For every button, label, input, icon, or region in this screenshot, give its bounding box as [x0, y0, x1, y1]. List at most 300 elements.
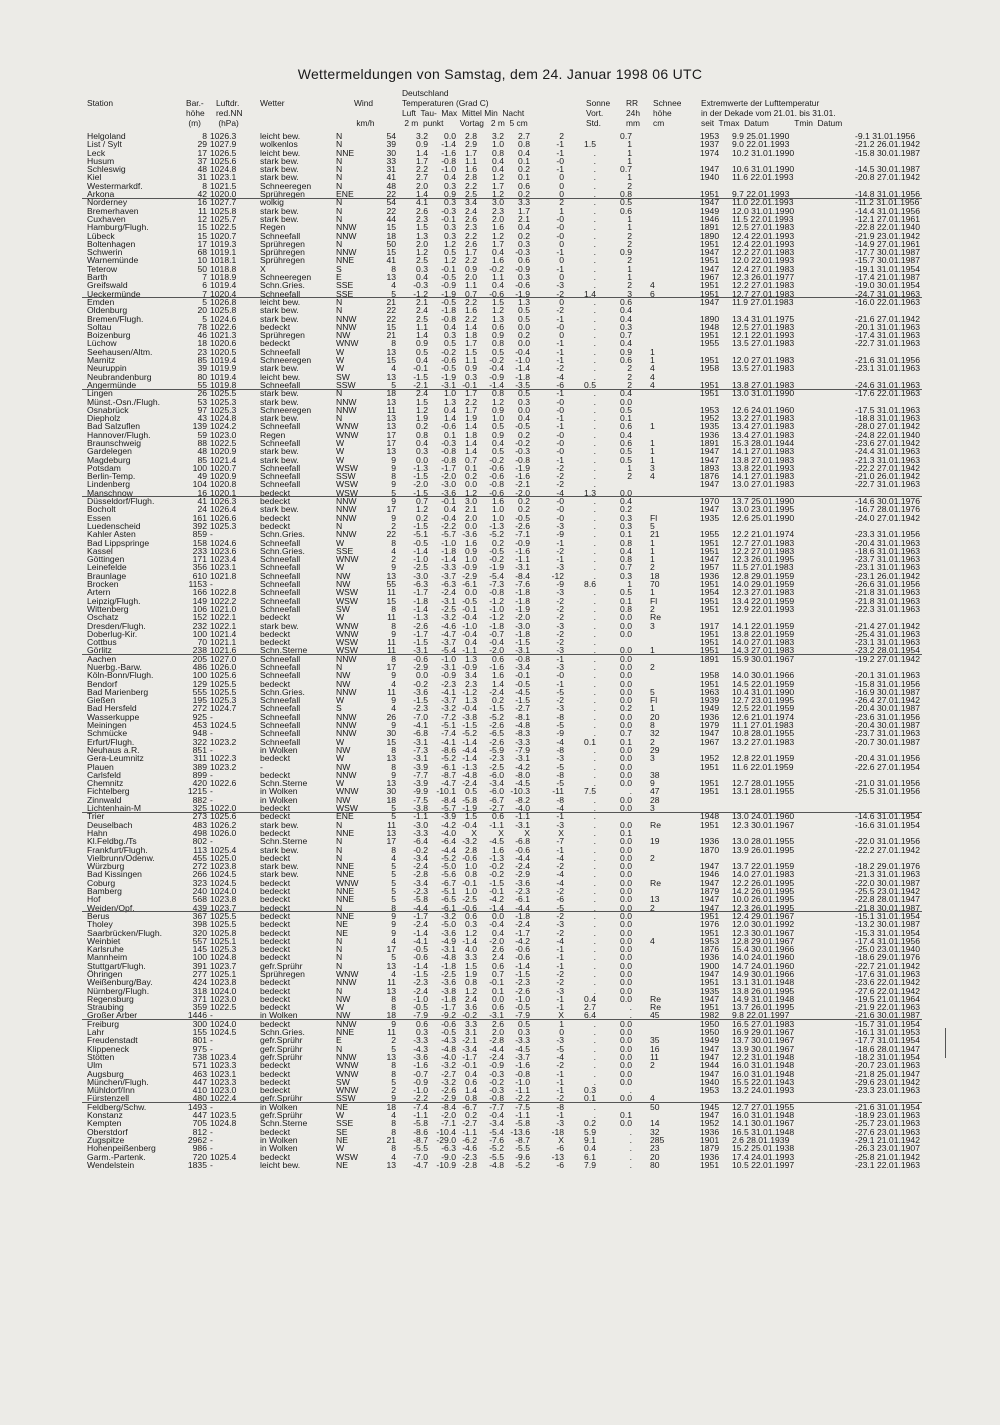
station-name: Mannheim [87, 952, 128, 963]
pressure: 1019.8 [210, 379, 237, 390]
tmax-record: 14.0 27.01.1983 [732, 637, 795, 648]
sunshine-hours: . [593, 396, 596, 407]
wind-direction: WNW [336, 1068, 359, 1079]
air-temp: 1.2 [416, 247, 428, 258]
mean-temp: 0.5 [492, 446, 504, 457]
weather: bedeckt [260, 827, 291, 838]
mean-temp: -2.7 [489, 803, 504, 814]
station-name: Wittenberg [87, 603, 129, 614]
night-min-5cm: -5 [556, 686, 564, 697]
night-min-5cm: -4 [556, 487, 564, 498]
tmin-record: -23.7 31.01.1963 [855, 728, 920, 739]
weather: in Wolken [260, 786, 298, 797]
air-temp: -2.3 [413, 703, 428, 714]
mean-temp: 2.6 [492, 1018, 504, 1029]
station-name: Hannover/Flugh. [87, 429, 151, 440]
air-temp: 1.2 [416, 404, 428, 415]
night-min-5cm: -1 [556, 844, 564, 855]
air-temp: 1.4 [416, 189, 428, 200]
precipitation: 0.0 [620, 612, 632, 623]
station-name: Öhringen [87, 968, 123, 979]
dew-point: -4.8 [441, 952, 456, 963]
tmax-record: 12.3 30.01.1967 [732, 819, 795, 830]
sunshine-hours: . [593, 147, 596, 158]
max-temp: 0.3 [465, 371, 477, 382]
air-temp: -4.1 [413, 935, 428, 946]
min-temp: -2.4 [515, 919, 530, 930]
wind-direction: NNW [336, 728, 357, 739]
group-separator [82, 812, 922, 813]
station-name: Plauen [87, 761, 114, 772]
snow-depth: 5 [650, 520, 655, 531]
air-temp: -1.4 [413, 927, 428, 938]
wind-speed: 18 [386, 1101, 396, 1112]
precipitation: 0.0 [620, 662, 632, 672]
weather: leicht bew. [260, 131, 301, 141]
mean-temp: -0.6 [489, 471, 504, 482]
weather: gefr.Sprühr [260, 1035, 303, 1046]
snow-depth: 32 [650, 1126, 660, 1137]
precipitation: 0.3 [620, 520, 632, 531]
record-since: 1951 [700, 819, 720, 830]
tmax-record: 13.0 27.01.1983 [732, 479, 795, 490]
weather: stark bew. [260, 396, 299, 407]
night-min-5cm: -18 [551, 1126, 564, 1137]
mean-temp: -0.1 [489, 886, 504, 897]
sunshine-hours: . [593, 662, 596, 672]
tmin-record: -26.4 27.01.1942 [855, 695, 920, 706]
tmax-record: 14.7 24.01.1960 [732, 960, 795, 971]
pressure: 1023.4 [210, 554, 237, 565]
min-temp: -3.4 [515, 662, 530, 672]
night-min-5cm: 0 [559, 272, 564, 283]
snow-depth: 2 [650, 736, 655, 747]
night-min-5cm: -4 [556, 736, 564, 747]
sunshine-hours: . [593, 944, 596, 955]
wind-direction: W [336, 454, 345, 465]
wind-direction: SSW [336, 471, 356, 482]
max-temp: 0.7 [465, 288, 477, 299]
pressure: 1021.1 [210, 637, 237, 648]
station-name: Aachen [87, 653, 117, 664]
min-temp: -7.9 [515, 744, 530, 755]
tmax-record: 13.7 25.01.1990 [732, 496, 795, 507]
min-temp: -0.8 [515, 454, 530, 465]
tmax-record: 12.0 31.01.1990 [732, 205, 795, 216]
min-temp: -0.6 [515, 952, 530, 963]
tmin-record: -21.8 31.01.1963 [855, 595, 920, 606]
sunshine-hours: 9.1 [584, 1134, 596, 1145]
precipitation: 0.0 [620, 396, 632, 407]
wind-direction: W [336, 562, 345, 573]
tmax-record: 10.5 22.01.1997 [732, 1159, 795, 1170]
dew-point: -5.4 [441, 645, 456, 656]
barometer-height: 37 [197, 155, 207, 166]
sunshine-hours: . [593, 1027, 596, 1038]
pressure: 1021.3 [210, 330, 237, 341]
mean-temp: -0.4 [489, 919, 504, 930]
max-temp: 2.1 [465, 504, 477, 515]
weather: Schneeregen [260, 404, 312, 415]
station-name: Weinbiet [87, 935, 121, 946]
min-temp: -1.9 [515, 288, 530, 299]
record-since: 1955 [700, 338, 720, 349]
barometer-height: 277 [192, 968, 207, 979]
pressure: 1026.5 [210, 147, 237, 158]
tmin-record: -14.5 30.01.1987 [855, 164, 920, 175]
sunshine-hours: . [593, 230, 596, 241]
record-since: 1952 [700, 753, 720, 764]
tmax-record: 13.9 30.01.1967 [732, 1043, 795, 1054]
wind-direction: W [336, 753, 345, 764]
mean-temp: -5.9 [489, 744, 504, 755]
precipitation: 0.0 [620, 919, 632, 930]
air-temp: 1.3 [416, 230, 428, 241]
barometer-height: 447 [192, 1110, 207, 1121]
pressure: - [210, 744, 213, 755]
dew-point: -1.7 [441, 1002, 456, 1013]
min-temp: 0.3 [518, 272, 530, 283]
tmax-record: 13.9 26.01.1995 [732, 844, 795, 855]
weather: leicht bew. [260, 296, 301, 307]
record-since: 1947 [700, 894, 720, 905]
wind-speed: 8 [391, 1068, 396, 1079]
record-since: 1953 [700, 404, 720, 415]
max-temp: 2.4 [465, 993, 477, 1004]
max-temp: -0.9 [462, 662, 477, 672]
min-temp: 0.2 [518, 496, 530, 507]
station-name: Feldberg/Schw. [87, 1101, 147, 1112]
barometer-height: 149 [192, 595, 207, 606]
sunshine-hours: . [593, 977, 596, 988]
tmax-record: 12.6 25.01.1990 [732, 512, 795, 523]
record-since: 1948 [700, 811, 720, 822]
max-temp: -0.1 [462, 603, 477, 614]
sunshine-hours: . [593, 238, 596, 249]
precipitation: 1 [627, 462, 632, 473]
precipitation: 0.0 [620, 894, 632, 905]
tmin-record: -22.8 28.01.1947 [855, 894, 920, 905]
mean-temp: -6.5 [489, 728, 504, 739]
snow-depth: Re [650, 993, 661, 1004]
sunshine-hours: 0.1 [584, 736, 596, 747]
tmax-record: 13.5 27.01.1983 [732, 338, 795, 349]
night-min-5cm: -3 [556, 919, 564, 930]
record-since: 1935 [700, 985, 720, 996]
weather: bedeckt [260, 803, 291, 814]
wind-direction: WNW [336, 786, 359, 797]
max-temp: 1.4 [465, 437, 477, 448]
mean-temp: -0.4 [489, 363, 504, 374]
dew-point: -4.3 [441, 1035, 456, 1046]
sunshine-hours: . [593, 703, 596, 714]
tmax-record: 12.3 30.01.1967 [732, 927, 795, 938]
tmin-record: -23.1 26.01.1942 [855, 570, 920, 581]
precipitation: 3 [627, 288, 632, 299]
dew-point: -0.6 [441, 421, 456, 432]
precipitation: 0.6 [620, 355, 632, 366]
barometer-height: 16 [197, 197, 207, 208]
pressure: 1027.0 [210, 653, 237, 664]
wind-direction: NW [336, 1010, 351, 1021]
precipitation: 0.0 [620, 886, 632, 897]
mean-temp: -5.4 [489, 570, 504, 581]
barometer-height: 5 [202, 296, 207, 307]
station-name: Barth [87, 272, 108, 283]
precipitation: 0.6 [620, 205, 632, 216]
station-name: Meiningen [87, 720, 127, 731]
max-temp: -1.1 [462, 1126, 477, 1137]
air-temp: 0.2 [416, 512, 428, 523]
tmin-record: -20.7 23.01.1963 [855, 1060, 920, 1071]
pressure: 1022.4 [210, 1093, 237, 1104]
tmin-record: -21.3 31.01.1963 [855, 454, 920, 465]
station-name: Lichtenhain-M [87, 803, 141, 814]
tmin-record: -12.1 27.01.1961 [855, 213, 920, 224]
mean-temp: -0.3 [489, 1068, 504, 1079]
wind-direction: NNW [336, 529, 357, 540]
sunshine-hours: . [593, 960, 596, 971]
record-since: 1890 [700, 230, 720, 241]
weather: stark bew. [260, 172, 299, 183]
min-temp: 0.2 [518, 230, 530, 241]
record-since: 1936 [700, 429, 720, 440]
air-temp: -0.7 [413, 1068, 428, 1079]
wind-direction: ENE [336, 189, 354, 200]
tmax-record: 11.0 22.01.1993 [732, 197, 794, 208]
mean-temp: X [498, 827, 504, 838]
precipitation: 0.0 [620, 628, 632, 639]
sunshine-hours: . [593, 886, 596, 897]
tmin-record: -20.4 30.01.1987 [855, 703, 920, 714]
wind-speed: 22 [386, 205, 396, 216]
station-name: Soltau [87, 321, 112, 332]
record-since: 1951 [700, 1002, 720, 1013]
precipitation: 0.4 [620, 429, 632, 440]
station-name: Berlin-Temp. [87, 471, 136, 482]
mean-temp: 1.0 [492, 139, 504, 150]
station-name: Helgoland [87, 131, 126, 141]
dew-point: 0.5 [444, 247, 456, 258]
night-min-5cm: -1 [556, 139, 564, 150]
pressure: 1025.6 [210, 155, 237, 166]
precipitation: 0.0 [620, 678, 632, 689]
night-min-5cm: -7 [556, 836, 564, 847]
wind-speed: 5 [391, 952, 396, 963]
dew-point: -0.6 [441, 355, 456, 366]
mean-temp: 0.8 [492, 147, 504, 158]
precipitation: . [629, 1126, 632, 1137]
precipitation: 0.0 [620, 1076, 632, 1087]
record-since: 1890 [700, 313, 720, 324]
night-min-5cm: -1 [556, 1068, 564, 1079]
sunshine-hours: . [593, 852, 596, 863]
snow-depth: 1 [650, 454, 655, 465]
precipitation: 0.0 [620, 1068, 632, 1079]
pressure: 1024.2 [210, 421, 237, 432]
weather: Sprühregen [260, 238, 305, 249]
max-temp: 1.2 [465, 487, 477, 498]
tmin-record: -19.1 31.01.1954 [855, 263, 920, 274]
mean-temp: -0.4 [489, 1110, 504, 1121]
tmin-record: -15.3 31.01.1954 [855, 927, 920, 938]
record-since: 1947 [700, 1110, 720, 1121]
pressure: 1020.9 [210, 446, 237, 457]
max-temp: -1.2 [462, 686, 477, 697]
pressure: 1021.6 [210, 645, 237, 656]
min-temp: -4.0 [515, 803, 530, 814]
mean-temp: 1.6 [492, 222, 504, 233]
min-temp: -8.3 [515, 728, 530, 739]
station-name: Tholey [87, 919, 113, 930]
weather: bedeckt [260, 919, 291, 930]
mean-temp: -7.3 [489, 579, 504, 590]
tmin-record: -18.9 23.01.1963 [855, 1110, 920, 1121]
record-since: 1976 [700, 919, 720, 930]
record-since: 1947 [700, 197, 720, 208]
tmin-record: -22.2 27.01.1942 [855, 844, 920, 855]
header-extremwerte: Extremwerte der Lufttemperatur in der Dekade vom 21.01. bis 31.01. seit Tmax Datum Tmin Datum [701, 98, 843, 128]
record-since: 1947 [700, 454, 720, 465]
station-name: Doberlug-Kir. [87, 628, 138, 639]
night-min-5cm: -9 [556, 529, 564, 540]
mean-temp: -0.9 [489, 371, 504, 382]
tmin-record: -14.4 31.01.1956 [855, 205, 920, 216]
tmin-record: -29.1 21.01.1942 [855, 1134, 920, 1145]
min-temp: -1.9 [515, 462, 530, 473]
night-min-5cm: -0 [556, 670, 564, 681]
wind-speed: 5 [391, 379, 396, 390]
wind-speed: 18 [386, 1010, 396, 1021]
max-temp: -1.0 [462, 620, 477, 631]
mean-temp: 0.0 [492, 993, 504, 1004]
pressure: 1024.8 [210, 413, 237, 424]
max-temp: -0.9 [462, 562, 477, 573]
tmax-record: 14.9 30.01.1966 [732, 968, 795, 979]
barometer-height: 801 [192, 1035, 207, 1046]
wind-speed: 13 [386, 570, 396, 581]
wind-direction: W [336, 537, 345, 548]
tmax-record: 13.7 30.01.1967 [732, 1035, 795, 1046]
sunshine-hours: . [593, 587, 596, 598]
weather: gefr.Sprühr [260, 1093, 303, 1104]
wind-speed: 13 [386, 421, 396, 432]
weather: Schneefall [260, 421, 301, 432]
tmax-record: 12.0 30.01.1992 [732, 919, 795, 930]
max-temp: 1.8 [465, 330, 477, 341]
sunshine-hours: . [593, 753, 596, 764]
pressure: 1025.3 [210, 520, 237, 531]
air-temp: -0.6 [413, 952, 428, 963]
wind-direction: W [336, 363, 345, 374]
night-min-5cm: -1 [556, 1085, 564, 1096]
max-temp: 2.2 [465, 313, 477, 324]
air-temp: -1.8 [413, 595, 428, 606]
dew-point: -3.6 [441, 977, 456, 988]
barometer-height: 195 [192, 695, 207, 706]
station-name: Fichtelberg [87, 786, 130, 797]
mean-temp: 1.2 [492, 189, 504, 200]
precipitation: 0.0 [620, 769, 632, 780]
dew-point: -3.2 [441, 703, 456, 714]
wind-direction: WNW [336, 620, 359, 631]
night-min-5cm: -6 [556, 1159, 564, 1170]
sunshine-hours: 0.1 [584, 1093, 596, 1104]
record-since: 1949 [700, 205, 720, 216]
precipitation: 0.0 [620, 686, 632, 697]
tmin-record: -24.7 31.01.1963 [855, 288, 920, 299]
wind-speed: 44 [386, 213, 396, 224]
min-temp: -4.4 [515, 852, 530, 863]
dew-point: -0.5 [441, 296, 456, 307]
weather: X [260, 263, 266, 274]
mean-temp: 0.0 [492, 910, 504, 921]
sunshine-hours: . [593, 769, 596, 780]
wind-speed: 5 [391, 487, 396, 498]
min-temp: -0.5 [515, 512, 530, 523]
max-temp: -1.3 [462, 761, 477, 772]
wind-direction: WNW [336, 877, 359, 888]
tmax-record: 13.7 22.01.1959 [732, 861, 795, 872]
tmin-record: -22.3 31.01.1963 [855, 603, 920, 614]
precipitation: . [629, 1151, 632, 1162]
tmin-record: -27.6 23.01.1963 [855, 1126, 920, 1137]
sunshine-hours: . [593, 222, 596, 233]
wind-speed: 2 [391, 554, 396, 565]
air-temp: -8.6 [413, 1126, 428, 1137]
mean-temp: 0.2 [492, 695, 504, 706]
pressure: 1020.4 [210, 288, 237, 299]
wind-direction: WNW [336, 1060, 359, 1071]
night-min-5cm: -2 [556, 637, 564, 648]
sunshine-hours: . [593, 794, 596, 805]
weather: Schneefall [260, 653, 301, 664]
snow-depth: 4 [650, 371, 655, 382]
weather: - [260, 761, 263, 772]
weather: Schneefall [260, 670, 301, 681]
weather: Schneefall [260, 579, 301, 590]
weather: bedeckt [260, 487, 291, 498]
dew-point: -5.2 [441, 852, 456, 863]
min-temp: 0.1 [518, 155, 530, 166]
record-since: 1951 [700, 545, 720, 556]
barometer-height: 42 [197, 189, 207, 200]
wind-direction: NE [336, 1101, 348, 1112]
record-since: 1947 [700, 554, 720, 565]
sunshine-hours: 8.6 [584, 579, 596, 590]
tmax-record: 15.3 28.01.1944 [732, 437, 795, 448]
wind-direction: W [336, 1110, 345, 1121]
pressure: 1023.8 [210, 894, 237, 905]
night-min-5cm: -0 [556, 230, 564, 241]
pressure: 1025.1 [210, 968, 237, 979]
barometer-height: 50 [197, 263, 207, 274]
wind-direction: N [336, 131, 343, 141]
wind-speed: 30 [386, 728, 396, 739]
sunshine-hours: . [593, 910, 596, 921]
wind-speed: 9 [391, 1093, 396, 1104]
max-temp: 0.8 [465, 1093, 477, 1104]
night-min-5cm: -2 [556, 462, 564, 473]
pressure: 1020.0 [210, 189, 237, 200]
tmin-record: -25.5 23.01.1942 [855, 886, 920, 897]
tmin-record: -18.2 31.01.1954 [855, 1051, 920, 1062]
wind-direction: W [336, 612, 345, 623]
record-since: 1953 [700, 935, 720, 946]
precipitation: 0.0 [620, 1118, 632, 1129]
dew-point: 1.0 [444, 388, 456, 399]
dew-point: -3.2 [441, 910, 456, 921]
